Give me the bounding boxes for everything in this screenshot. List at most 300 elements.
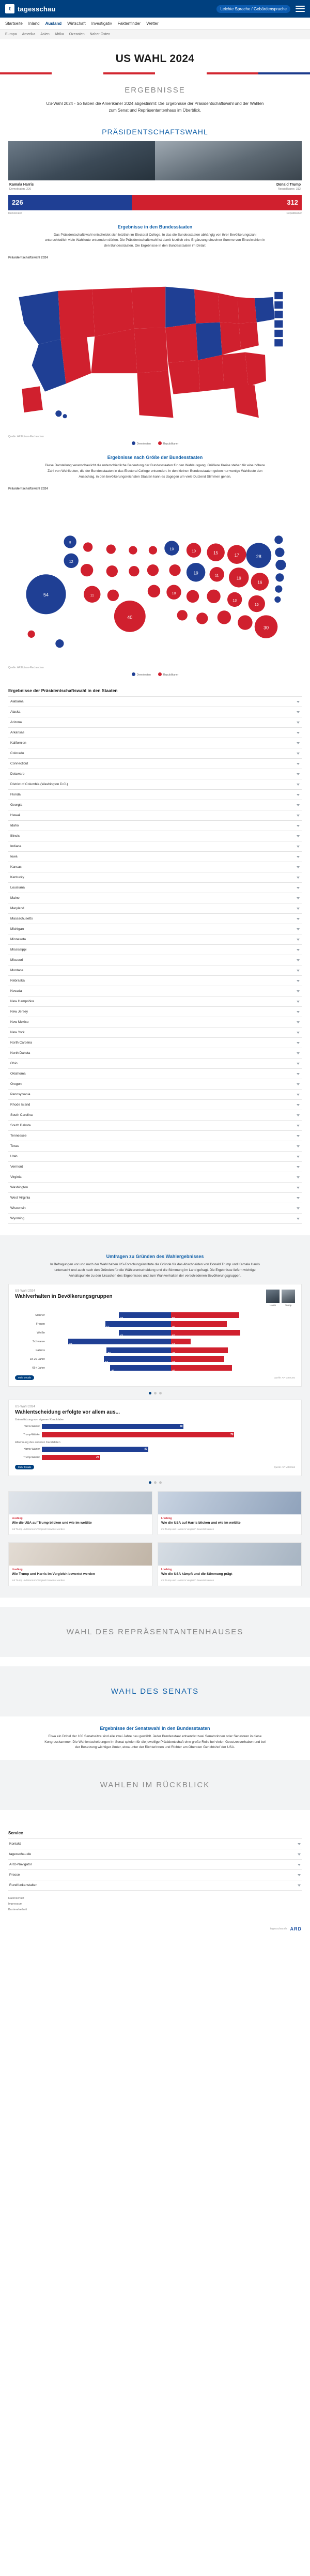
language-pill[interactable]: Leichte Sprache / Gebärdensprache bbox=[216, 5, 290, 13]
state-row[interactable] bbox=[8, 1017, 302, 1028]
chevron-down-icon bbox=[297, 1001, 300, 1003]
subnav-item-afrika[interactable]: Afrika bbox=[54, 33, 64, 36]
teaser-meta: mit Trump und Harris im Vergleich bewertet werden bbox=[12, 1528, 65, 1531]
cartogram-body: Diese Darstellung veranschaulicht die unterschiedliche Bedeutung der Bundesstaaten für den Wahlausgang. Größere Kreise stehen für eine höhere Zahl von Wahlleuten, die der Bundesstaaten in das Electoral College entsenden. In den kleinen Bundesstaaten geben nur wenige Wahlleute den Ausschlag, in den bevölkerungsreichsten Staaten kann es dagegen um viele Dutzend Stimmen gehen. bbox=[45, 464, 265, 479]
teaser-image-1 bbox=[9, 1492, 152, 1514]
footer-item-label: Kontakt bbox=[9, 1842, 21, 1846]
state-name: Utah bbox=[10, 1155, 18, 1159]
state-row[interactable] bbox=[8, 862, 302, 872]
chevron-down-icon bbox=[297, 784, 300, 786]
state-row[interactable] bbox=[8, 821, 302, 831]
state-row[interactable] bbox=[8, 1203, 302, 1214]
state-row[interactable] bbox=[8, 903, 302, 914]
subnav-item-amerika[interactable]: Amerika bbox=[22, 33, 36, 36]
bar-trump: 46 bbox=[171, 1347, 228, 1353]
bar-value: 23 bbox=[42, 1455, 100, 1460]
teaser-headline: Wie die USA kämpft und die Stimmung prägt bbox=[161, 1572, 233, 1576]
state-row[interactable] bbox=[8, 976, 302, 986]
mini-head-trump: Trump bbox=[282, 1290, 295, 1307]
state-row[interactable] bbox=[8, 1141, 302, 1152]
candidate-mini-heads bbox=[266, 1290, 295, 1307]
state-name: Massachusetts bbox=[10, 917, 33, 921]
chevron-down-icon bbox=[297, 753, 300, 755]
nav-item-wetter[interactable]: Wetter bbox=[146, 21, 159, 26]
state-row[interactable] bbox=[8, 924, 302, 934]
nav-item-ausland[interactable]: Ausland bbox=[45, 21, 62, 26]
card-kicker: US-Wahl 2024 bbox=[15, 1290, 35, 1293]
chevron-down-icon bbox=[297, 1156, 300, 1158]
footer-row[interactable] bbox=[8, 1839, 302, 1849]
more-details-button[interactable]: Mehr Details bbox=[15, 1465, 34, 1469]
chevron-down-icon bbox=[297, 877, 300, 879]
chevron-down-icon bbox=[297, 1032, 300, 1034]
brand[interactable] bbox=[5, 4, 56, 13]
chevron-down-icon bbox=[297, 732, 300, 734]
state-row[interactable] bbox=[8, 717, 302, 728]
state-row[interactable] bbox=[8, 1183, 302, 1193]
state-name: North Dakota bbox=[10, 1051, 30, 1055]
svg-text:19: 19 bbox=[193, 570, 198, 575]
state-row[interactable] bbox=[8, 883, 302, 893]
state-name: Wisconsin bbox=[10, 1206, 26, 1210]
state-name: Hawaii bbox=[10, 814, 21, 818]
state-name: New York bbox=[10, 1031, 25, 1035]
presidency-title: PRÄSIDENTSCHAFTSWAHL bbox=[102, 127, 208, 136]
state-name: West Virginia bbox=[10, 1196, 30, 1200]
footer-list bbox=[8, 1838, 302, 1891]
bar-row bbox=[15, 1329, 295, 1336]
nav-item-investigativ[interactable]: Investigativ bbox=[91, 21, 112, 26]
state-name: Washington bbox=[10, 1186, 28, 1190]
carousel-dots[interactable] bbox=[0, 1392, 310, 1394]
card-title: Wahlentscheidung erfolgte vor allem aus... bbox=[15, 1409, 120, 1416]
chevron-down-icon bbox=[297, 825, 300, 827]
state-row[interactable] bbox=[8, 1048, 302, 1059]
state-name: Alabama bbox=[10, 700, 24, 704]
state-name: Kansas bbox=[10, 865, 22, 869]
state-name: Kentucky bbox=[10, 876, 24, 880]
us-choropleth-map[interactable] bbox=[8, 260, 302, 446]
main-nav bbox=[0, 18, 310, 30]
bar-value: 56 bbox=[42, 1424, 183, 1429]
state-row[interactable] bbox=[8, 1214, 302, 1224]
state-row[interactable] bbox=[8, 1069, 302, 1079]
survey-section bbox=[0, 1235, 310, 1598]
cartogram-chart-title: Präsidentschaftswahl 2024 bbox=[8, 487, 48, 490]
bar-row bbox=[15, 1446, 295, 1452]
svg-text:30: 30 bbox=[263, 625, 269, 631]
state-name: Tennessee bbox=[10, 1134, 27, 1138]
svg-text:8: 8 bbox=[69, 541, 71, 545]
state-row[interactable] bbox=[8, 779, 302, 790]
chevron-down-icon bbox=[297, 1042, 300, 1044]
state-name: Illinois bbox=[10, 834, 20, 838]
state-name: Nebraska bbox=[10, 979, 25, 983]
more-details-button[interactable]: Mehr Details bbox=[15, 1375, 34, 1380]
bar-trump: 43 bbox=[171, 1356, 224, 1362]
chevron-down-icon bbox=[297, 701, 300, 703]
flag-stripe bbox=[0, 72, 310, 74]
nav-item-faktenfinder[interactable]: Faktenfinder bbox=[117, 21, 141, 26]
svg-text:16: 16 bbox=[257, 580, 262, 585]
us-cartogram[interactable] bbox=[8, 492, 302, 677]
chevron-down-icon bbox=[297, 866, 300, 868]
state-row[interactable] bbox=[8, 728, 302, 738]
brand-name: tagesschau bbox=[18, 5, 56, 13]
state-row[interactable] bbox=[8, 841, 302, 852]
chevron-down-icon bbox=[297, 711, 300, 713]
state-row[interactable] bbox=[8, 1152, 302, 1162]
svg-text:28: 28 bbox=[256, 554, 261, 559]
cartogram-source: Quelle: AP/Edison-Recherchen bbox=[8, 666, 44, 670]
result-bar-legend bbox=[8, 212, 302, 215]
results-band-title: ERGEBNISSE bbox=[125, 86, 185, 95]
teaser-kicker: Liveblog bbox=[12, 1517, 23, 1521]
state-row[interactable] bbox=[8, 800, 302, 810]
teaser-card[interactable] bbox=[8, 1491, 152, 1535]
state-row[interactable] bbox=[8, 1038, 302, 1048]
cartogram-legend bbox=[8, 672, 302, 677]
state-name: Minnesota bbox=[10, 938, 26, 942]
candidate-harris bbox=[8, 141, 155, 191]
state-name: New Hampshire bbox=[10, 1000, 35, 1004]
bar-category-label: Schwarze bbox=[32, 1340, 45, 1343]
bar-category-label: Harris-Wähler bbox=[24, 1448, 40, 1451]
footer bbox=[0, 1823, 310, 1942]
legend-rep: Republikaner bbox=[158, 672, 178, 677]
nav-item-inland[interactable]: Inland bbox=[28, 21, 40, 26]
state-row[interactable] bbox=[8, 893, 302, 903]
state-name: Maine bbox=[10, 896, 20, 900]
chart-card-groups bbox=[8, 1284, 302, 1387]
chevron-down-icon bbox=[297, 1187, 300, 1189]
state-row[interactable] bbox=[8, 1193, 302, 1203]
senate-result-body: Etwa ein Drittel der 100 Senatssitze sind alle zwei Jahre neu gewählt. Jeder Bundesstaat entsendet zwei Senatorinnen oder Senatoren in diese Kongresskammer. Die Wahlentscheidungen im Senat spielen für die jeweilige Präsidentschaft eine große Rolle bei vielen Gesetzesvorhaben und bei der Besetzung wichtiger Ämter, etwa unter der Richterinnen und Richter am Obersten Gerichtshof der USA. bbox=[44, 1735, 266, 1750]
bar-category-label: Trump-Wähler bbox=[23, 1456, 40, 1460]
chevron-down-icon bbox=[297, 1197, 300, 1199]
bar-harris: 49 bbox=[110, 1365, 171, 1371]
legend-dem: Demokraten bbox=[132, 672, 151, 677]
chevron-down-icon bbox=[297, 949, 300, 951]
teaser-kicker: Liveblog bbox=[12, 1568, 23, 1572]
states-list-title: Ergebnisse der Präsidentschaftswahl in den Staaten bbox=[8, 688, 118, 694]
state-name: Michigan bbox=[10, 927, 24, 931]
state-row[interactable] bbox=[8, 872, 302, 883]
chevron-down-icon bbox=[297, 928, 300, 930]
state-row[interactable] bbox=[8, 1121, 302, 1131]
bar-row bbox=[15, 1454, 295, 1461]
bar-row bbox=[15, 1321, 295, 1327]
chevron-down-icon bbox=[297, 815, 300, 817]
nav-item-wirtschaft[interactable]: Wirtschaft bbox=[67, 21, 86, 26]
reasons-bar-chart bbox=[15, 1418, 295, 1461]
teaser-card[interactable] bbox=[8, 1542, 152, 1586]
bar-harris: 83 bbox=[68, 1339, 171, 1344]
state-row[interactable] bbox=[8, 965, 302, 976]
candidate-name: Kamala Harris bbox=[9, 182, 34, 187]
bar-row bbox=[15, 1423, 295, 1430]
bar-category-label: Trump-Wähler bbox=[23, 1433, 40, 1437]
senate-result-heading: Ergebnisse der Senatswahl in den Bundesstaaten bbox=[100, 1726, 210, 1731]
subnav-item-europa[interactable]: Europa bbox=[5, 33, 17, 36]
nav-item-startseite[interactable]: Startseite bbox=[5, 21, 23, 26]
state-row[interactable] bbox=[8, 955, 302, 965]
teaser-image-3 bbox=[9, 1543, 152, 1566]
electoral-map-legend bbox=[8, 441, 302, 446]
state-row[interactable] bbox=[8, 1059, 302, 1069]
footer-item-label: ARD-Navigator bbox=[9, 1863, 32, 1867]
state-row[interactable] bbox=[8, 790, 302, 800]
footer-item-label: Rundfunkanstalten bbox=[9, 1883, 38, 1888]
chevron-down-icon bbox=[298, 1843, 301, 1845]
state-name: Idaho bbox=[10, 824, 19, 828]
legend-rep: Republikaner bbox=[158, 441, 178, 446]
chevron-down-icon bbox=[297, 990, 300, 992]
bar-row bbox=[15, 1347, 295, 1354]
electoral-map-body: Das Präsidentschaftswahl entscheidet sich letztlich im Electoral College. In das die Bundesstaaten abhängig von ihrer Bevölkerungszahl unterschiedlich viele Wahlleute entsenden dürfen. Die Präsidentschaftswahl ist damit letztlich eine Ergänzung einzelner Summe von Einzelwahlen in den Bundesstaaten. Die Ergebnisse in den Bundesstaaten im Detail: bbox=[44, 233, 266, 248]
chevron-down-icon bbox=[297, 794, 300, 796]
results-lead: US-Wahl 2024 - So haben die Amerikaner 2024 abgestimmt: Die Ergebnisse der Präsidentschaftswahl und der Wahlen zum Senat und Repräsentantenhaus im Überblick. bbox=[46, 101, 264, 113]
teaser-card[interactable] bbox=[158, 1542, 302, 1586]
state-name: Wyoming bbox=[10, 1217, 25, 1221]
result-legend-rep: Republikaner bbox=[286, 211, 302, 215]
card-footer bbox=[15, 1465, 295, 1469]
state-row[interactable] bbox=[8, 1007, 302, 1017]
state-name: Georgia bbox=[10, 803, 23, 807]
states-accordion bbox=[8, 696, 302, 1224]
footer-link[interactable]: Impressum bbox=[8, 1903, 23, 1906]
chevron-down-icon bbox=[298, 1864, 301, 1866]
chevron-down-icon bbox=[297, 939, 300, 941]
bar-value: 42 bbox=[42, 1447, 148, 1452]
card-kicker: US-Wahl 2024 bbox=[15, 1405, 35, 1409]
footer-item-label: Presse bbox=[9, 1873, 20, 1877]
state-row[interactable] bbox=[8, 697, 302, 707]
chevron-down-icon bbox=[297, 1125, 300, 1127]
state-name: Nevada bbox=[10, 989, 22, 993]
svg-text:10: 10 bbox=[169, 547, 174, 551]
chevron-down-icon bbox=[297, 1218, 300, 1220]
state-row[interactable] bbox=[8, 986, 302, 996]
carousel-dots[interactable] bbox=[0, 1481, 310, 1484]
state-name: Rhode Island bbox=[10, 1103, 30, 1107]
chevron-down-icon bbox=[298, 1884, 301, 1887]
state-name: District of Columbia (Washington D.C.) bbox=[10, 783, 68, 787]
chevron-down-icon bbox=[297, 1176, 300, 1178]
chevron-down-icon bbox=[297, 1145, 300, 1147]
page-title: US WAHL 2024 bbox=[115, 53, 195, 65]
chevron-down-icon bbox=[297, 959, 300, 961]
state-row[interactable] bbox=[8, 810, 302, 821]
chevron-down-icon bbox=[297, 887, 300, 889]
state-name: Oregon bbox=[10, 1082, 22, 1086]
svg-text:13: 13 bbox=[233, 598, 237, 603]
svg-text:40: 40 bbox=[127, 615, 133, 620]
bar-trump: 45 bbox=[171, 1321, 227, 1327]
chevron-down-icon bbox=[297, 1207, 300, 1209]
bar-category-label: Weiße bbox=[37, 1331, 45, 1335]
chevron-down-icon bbox=[297, 918, 300, 920]
chevron-down-icon bbox=[297, 1021, 300, 1023]
survey-body: In Befragungen vor und nach der Wahl haben US-Forschungsinstitute die Gründe für das Abschneiden von Donald Trump und Kamala Harris untersucht und auch nach den Gründen für die Wählerentscheidung und die Stimmung im Land gefragt. Die Ergebnisse liefern wichtige Anhaltspunkte zu den Ursachen des Ergebnisses und zum Wahlverhalten der verschiedenen Bevölkerungsgruppen. bbox=[50, 1263, 260, 1278]
teaser-image-4 bbox=[158, 1543, 301, 1566]
state-name: Colorado bbox=[10, 752, 24, 756]
state-row[interactable] bbox=[8, 914, 302, 924]
state-row[interactable] bbox=[8, 945, 302, 955]
state-row[interactable] bbox=[8, 769, 302, 779]
bar-category-label: 18-29 Jahre bbox=[29, 1357, 45, 1361]
top-bar bbox=[0, 0, 310, 18]
chevron-down-icon bbox=[297, 1094, 300, 1096]
state-row[interactable] bbox=[8, 738, 302, 748]
teaser-meta: mit Trump und Harris im Vergleich bewertet werden bbox=[12, 1579, 65, 1582]
candidate-party: Republikaner, 312 bbox=[277, 187, 301, 191]
svg-text:10: 10 bbox=[192, 549, 196, 554]
chevron-down-icon bbox=[297, 763, 300, 765]
state-name: Ohio bbox=[10, 1062, 18, 1066]
bar-group-title: Ablehnung des anderen Kandidaten bbox=[15, 1441, 60, 1445]
state-row[interactable] bbox=[8, 1172, 302, 1183]
result-rep-value: 312 bbox=[132, 195, 302, 210]
bar-category-label: 65+ Jahre bbox=[32, 1366, 45, 1370]
state-row[interactable] bbox=[8, 831, 302, 841]
chevron-down-icon bbox=[297, 742, 300, 744]
state-row[interactable] bbox=[8, 996, 302, 1007]
card-footer bbox=[15, 1375, 295, 1380]
chevron-down-icon bbox=[297, 1104, 300, 1106]
chevron-down-icon bbox=[298, 1853, 301, 1856]
mini-head-harris: Harris bbox=[266, 1290, 280, 1307]
state-row[interactable] bbox=[8, 934, 302, 945]
state-name: New Mexico bbox=[10, 1020, 29, 1024]
bar-row bbox=[15, 1312, 295, 1321]
subnav-item-ozeanien[interactable]: Ozeanien bbox=[69, 33, 85, 36]
state-row[interactable] bbox=[8, 1028, 302, 1038]
state-row[interactable] bbox=[8, 1079, 302, 1090]
teaser-kicker: Liveblog bbox=[161, 1517, 172, 1521]
state-name: South Dakota bbox=[10, 1124, 31, 1128]
chevron-down-icon bbox=[297, 722, 300, 724]
state-name: Indiana bbox=[10, 845, 22, 849]
hamburger-icon[interactable] bbox=[296, 6, 305, 12]
footer-bottom bbox=[0, 1921, 310, 1942]
chevron-down-icon bbox=[297, 1166, 300, 1168]
logo-icon: t bbox=[5, 4, 14, 13]
footer-row[interactable] bbox=[8, 1880, 302, 1891]
footer-row[interactable] bbox=[8, 1849, 302, 1860]
bar-category-label: Latinos bbox=[36, 1348, 45, 1352]
chart-source: Quelle: AP VoteCast bbox=[274, 1466, 295, 1469]
state-name: Louisiana bbox=[10, 886, 25, 890]
state-name: Arizona bbox=[10, 720, 22, 725]
trump-photo bbox=[155, 141, 302, 180]
state-name: Oklahoma bbox=[10, 1072, 26, 1076]
footer-links bbox=[8, 1896, 302, 1913]
bar-category-label: Frauen bbox=[36, 1322, 45, 1326]
state-name: Virginia bbox=[10, 1175, 22, 1179]
chart-card-reasons bbox=[8, 1400, 302, 1476]
bar-category-label: Männer bbox=[35, 1313, 45, 1317]
subnav-item-asien[interactable]: Asien bbox=[40, 33, 50, 36]
chevron-down-icon bbox=[297, 856, 300, 858]
teaser-card[interactable] bbox=[158, 1491, 302, 1535]
state-row[interactable] bbox=[8, 1162, 302, 1172]
cartogram-svg bbox=[8, 492, 302, 665]
chevron-down-icon bbox=[297, 1011, 300, 1013]
bar-trump: 49 bbox=[171, 1365, 232, 1371]
legend-dem: Demokraten bbox=[132, 441, 151, 446]
harris-photo bbox=[8, 141, 155, 180]
svg-text:54: 54 bbox=[43, 592, 49, 597]
diverging-bar-chart bbox=[15, 1312, 295, 1371]
electoral-map-heading: Ergebnisse in den Bundesstaaten bbox=[117, 224, 193, 229]
state-name: Pennsylvania bbox=[10, 1093, 30, 1097]
state-row[interactable] bbox=[8, 1131, 302, 1141]
state-name: Delaware bbox=[10, 772, 25, 776]
state-row[interactable] bbox=[8, 1100, 302, 1110]
teaser-headline: Wie die USA auf Trump blicken und wie im weltlite bbox=[12, 1521, 92, 1525]
bar-trump: 55 bbox=[171, 1312, 239, 1318]
chevron-down-icon bbox=[297, 1073, 300, 1075]
svg-text:12: 12 bbox=[69, 559, 73, 564]
teaser-image-2 bbox=[158, 1492, 301, 1514]
bar-harris: 42 bbox=[119, 1330, 171, 1336]
state-name: New Jersey bbox=[10, 1010, 28, 1014]
bar-harris: 42 bbox=[119, 1312, 171, 1318]
result-legend-dem: Demokraten bbox=[8, 211, 23, 215]
footer-row[interactable] bbox=[8, 1870, 302, 1880]
state-row[interactable] bbox=[8, 1090, 302, 1100]
state-name: Missouri bbox=[10, 958, 23, 962]
svg-text:11: 11 bbox=[215, 573, 219, 577]
electoral-map-chart-title: Präsidentschaftswahl 2024 bbox=[8, 256, 48, 259]
us-map-svg bbox=[8, 260, 302, 434]
chevron-down-icon bbox=[297, 1135, 300, 1137]
footer-link[interactable]: Barrierefreiheit bbox=[8, 1908, 27, 1912]
electoral-result-bar bbox=[8, 195, 302, 210]
chevron-down-icon bbox=[297, 970, 300, 972]
state-row[interactable] bbox=[8, 707, 302, 717]
candidate-name: Donald Trump bbox=[276, 182, 301, 187]
subnav-item-naher-osten[interactable]: Naher Osten bbox=[89, 33, 111, 36]
footer-item-label: tagesschau.de bbox=[9, 1852, 32, 1857]
bar-trump: 56 bbox=[171, 1330, 240, 1336]
teaser-row-2 bbox=[8, 1542, 302, 1586]
teaser-headline: Wie die USA auf Harris blicken und wie im weltlite bbox=[161, 1521, 241, 1525]
state-row[interactable] bbox=[8, 748, 302, 759]
state-row[interactable] bbox=[8, 759, 302, 769]
svg-text:10: 10 bbox=[172, 591, 176, 595]
chevron-down-icon bbox=[298, 1874, 301, 1876]
chevron-down-icon bbox=[297, 980, 300, 982]
svg-text:11: 11 bbox=[90, 593, 94, 597]
footer-link[interactable]: Datenschutz bbox=[8, 1897, 24, 1900]
ard-logo: ARD bbox=[290, 1926, 302, 1932]
footer-note: tagesschau.de bbox=[270, 1927, 287, 1931]
state-row[interactable] bbox=[8, 852, 302, 862]
state-name: Connecticut bbox=[10, 762, 28, 766]
svg-text:17: 17 bbox=[234, 553, 239, 558]
state-name: Texas bbox=[10, 1144, 19, 1148]
house-band: WAHL DES REPRÄSENTANTENHAUSES bbox=[0, 1607, 310, 1657]
chevron-down-icon bbox=[297, 835, 300, 837]
footer-row[interactable] bbox=[8, 1860, 302, 1870]
bar-harris: 52 bbox=[106, 1347, 171, 1353]
chart-source: Quelle: AP VoteCast bbox=[274, 1376, 295, 1379]
state-row[interactable] bbox=[8, 1110, 302, 1121]
bar-harris: 54 bbox=[104, 1356, 171, 1362]
bar-row bbox=[15, 1338, 295, 1345]
